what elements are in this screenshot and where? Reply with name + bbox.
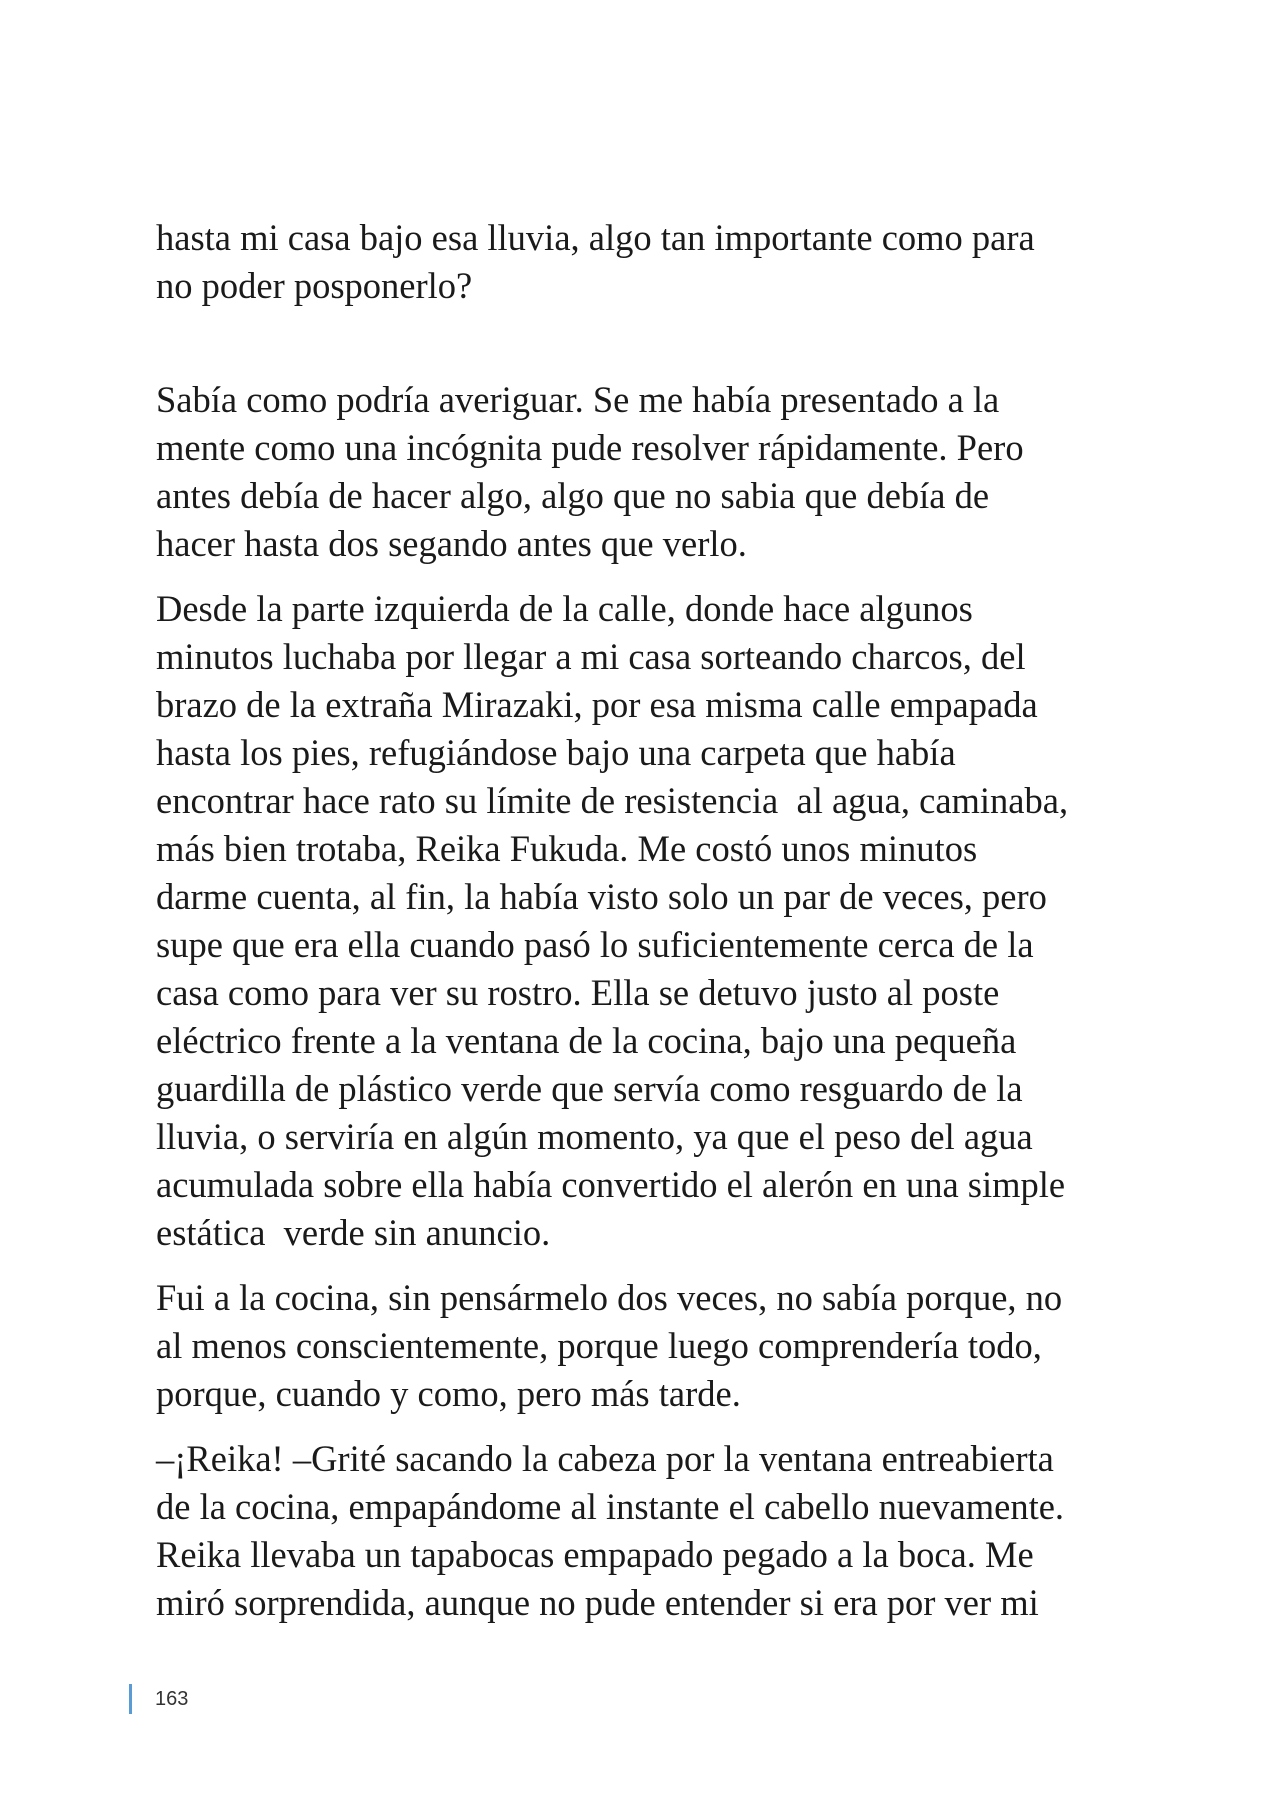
text-line: Fui a la cocina, sin pensármelo dos veces, no sabía porque, no bbox=[156, 1277, 1063, 1318]
page-number-accent-bar bbox=[129, 1684, 132, 1714]
text-line: Reika llevaba un tapabocas empapado pegado a la boca. Me bbox=[156, 1534, 1034, 1575]
paragraph-4 bbox=[156, 1274, 1156, 1418]
text-line: antes debía de hacer algo, algo que no sabia que debía de bbox=[156, 475, 990, 516]
paragraph-3 bbox=[156, 585, 1156, 1257]
text-line: eléctrico frente a la ventana de la cocina, bajo una pequeña bbox=[156, 1020, 1017, 1061]
text-line: mente como una incógnita pude resolver rápidamente. Pero bbox=[156, 427, 1024, 468]
text-line: hasta mi casa bajo esa lluvia, algo tan importante como para bbox=[156, 217, 1035, 258]
text-line: darme cuenta, al fin, la había visto solo un par de veces, pero bbox=[156, 876, 1047, 917]
text-line: porque, cuando y como, pero más tarde. bbox=[156, 1373, 741, 1414]
text-line: hasta los pies, refugiándose bajo una carpeta que había bbox=[156, 732, 956, 773]
text-line: de la cocina, empapándome al instante el cabello nuevamente. bbox=[156, 1486, 1065, 1527]
text-line: lluvia, o serviría en algún momento, ya que el peso del agua bbox=[156, 1116, 1033, 1157]
text-line: casa como para ver su rostro. Ella se detuvo justo al poste bbox=[156, 972, 1000, 1013]
text-line: al menos conscientemente, porque luego comprendería todo, bbox=[156, 1325, 1042, 1366]
text-line: estática verde sin anuncio. bbox=[156, 1212, 551, 1253]
text-line: miró sorprendida, aunque no pude entender si era por ver mi bbox=[156, 1582, 1039, 1623]
text-line: hacer hasta dos segando antes que verlo. bbox=[156, 523, 747, 564]
text-line: brazo de la extraña Mirazaki, por esa misma calle empapada bbox=[156, 684, 1038, 725]
text-line: Desde la parte izquierda de la calle, donde hace algunos bbox=[156, 588, 973, 629]
paragraph-5 bbox=[156, 1435, 1156, 1627]
text-line: encontrar hace rato su límite de resistencia al agua, caminaba, bbox=[156, 780, 1069, 821]
paragraph-spacer bbox=[156, 1257, 1156, 1274]
paragraph-spacer bbox=[156, 568, 1156, 585]
text-line: más bien trotaba, Reika Fukuda. Me costó unos minutos bbox=[156, 828, 978, 869]
text-line: no poder posponerlo? bbox=[156, 265, 473, 306]
text-line: –¡Reika! –Grité sacando la cabeza por la ventana entreabierta bbox=[156, 1438, 1054, 1479]
paragraph-2 bbox=[156, 376, 1156, 568]
text-line: Sabía como podría averiguar. Se me había presentado a la bbox=[156, 379, 1000, 420]
text-line: acumulada sobre ella había convertido el alerón en una simple bbox=[156, 1164, 1066, 1205]
paragraph-1 bbox=[156, 214, 1156, 310]
text-line: supe que era ella cuando pasó lo suficientemente cerca de la bbox=[156, 924, 1034, 965]
paragraph-spacer bbox=[156, 310, 1156, 376]
text-line: guardilla de plástico verde que servía como resguardo de la bbox=[156, 1068, 1023, 1109]
page-number: 163 bbox=[155, 1688, 189, 1710]
body-text bbox=[156, 214, 1156, 1627]
text-line: minutos luchaba por llegar a mi casa sorteando charcos, del bbox=[156, 636, 1026, 677]
paragraph-spacer bbox=[156, 1418, 1156, 1435]
